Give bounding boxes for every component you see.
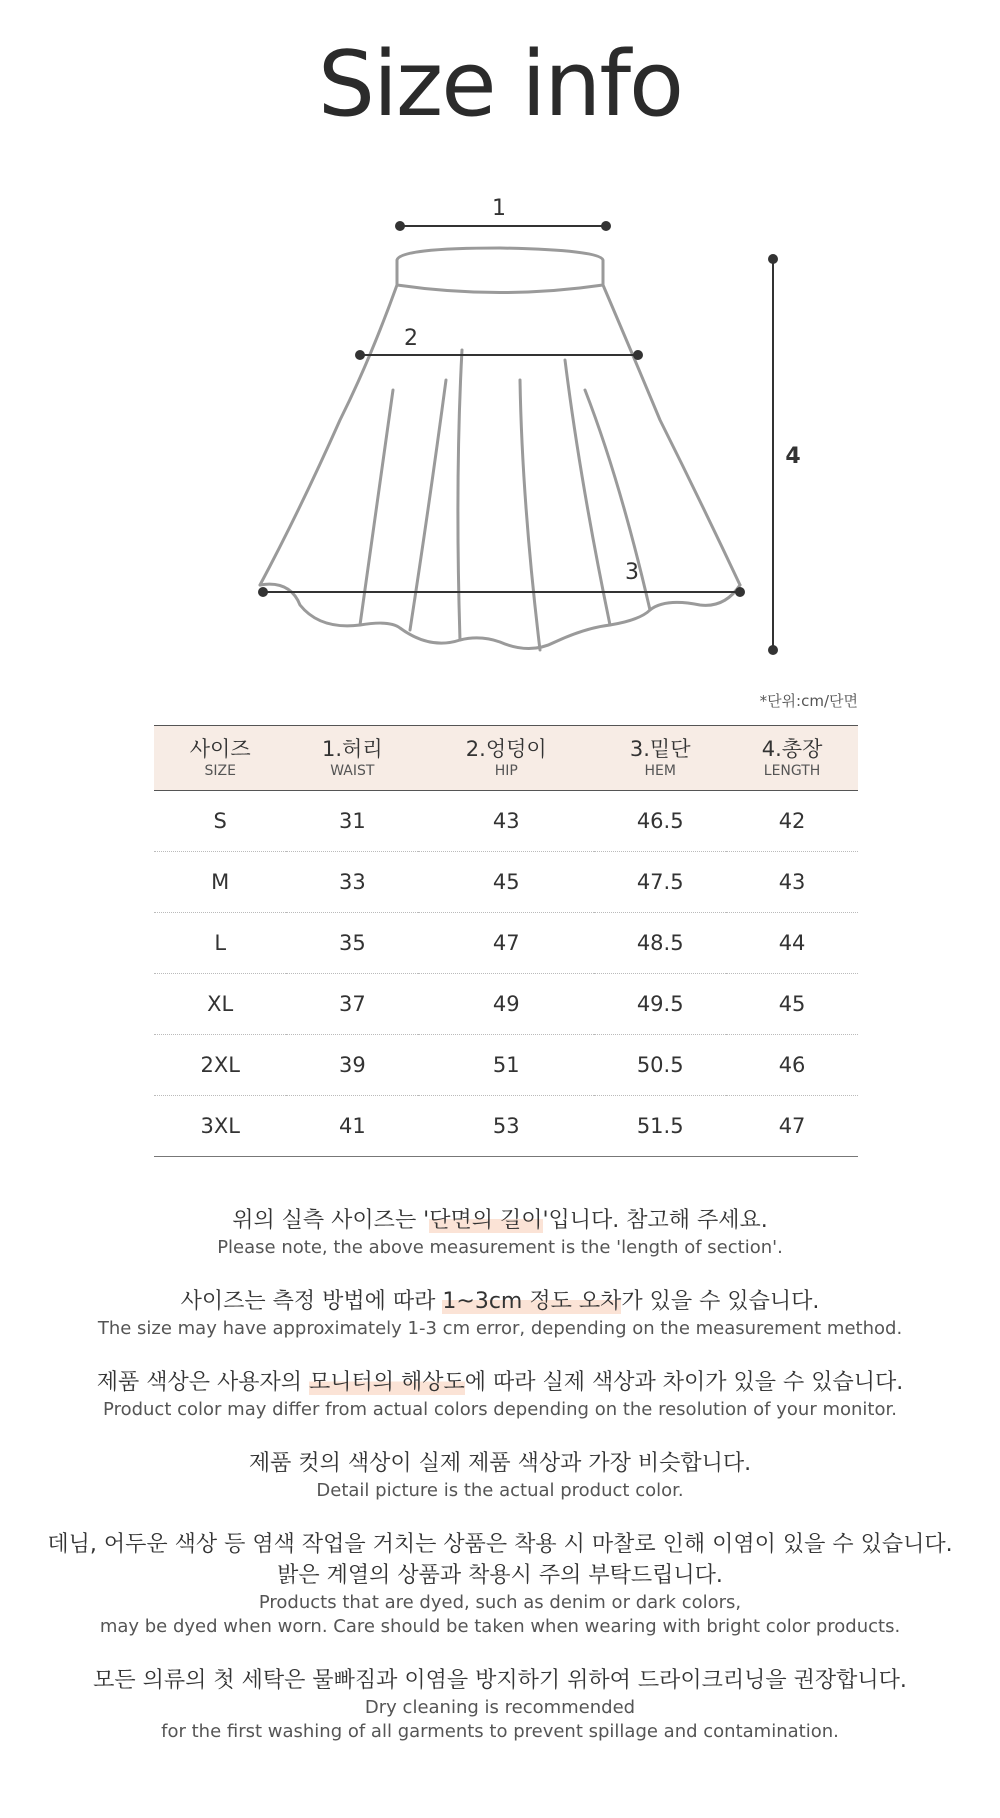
table-cell: 51 [418,1035,594,1096]
table-cell: 33 [286,852,418,913]
table-row [154,913,858,974]
table-cell: 2XL [154,1035,286,1096]
table-cell: 42 [726,791,858,852]
page-title: Size info [317,32,683,137]
table-cell: 47.5 [594,852,726,913]
table-row [154,791,858,852]
diagram-label-1: 1 [492,196,506,221]
table-cell: 47 [418,913,594,974]
diagram-label-3: 3 [625,560,639,585]
table-row [154,1035,858,1096]
note-color: 제품 컷의 색상이 실제 제품 색상과 가장 비슷합니다. Detail picture is the actual product color. [248,1451,752,1501]
table-cell: M [154,852,286,913]
table-cell: 39 [286,1035,418,1096]
table-row [154,852,858,913]
header-length: 4.총장 LENGTH [726,726,858,791]
table-cell: 41 [286,1096,418,1157]
table-cell: 43 [418,791,594,852]
table-cell: 43 [726,852,858,913]
table-cell: 45 [726,974,858,1035]
header-size: 사이즈 SIZE [154,726,286,791]
header-hem: 3.밑단 HEM [594,726,726,791]
table-row [154,1096,858,1157]
table-cell: 44 [726,913,858,974]
diagram-label-4: 4 [785,444,801,469]
table-cell: 37 [286,974,418,1035]
skirt-diagram [0,180,1000,670]
table-cell: 3XL [154,1096,286,1157]
unit-note: *단위:cm/단면 [759,692,858,710]
diagram-label-2: 2 [404,326,418,351]
note-error: 사이즈는 측정 방법에 따라 1~3cm 정도 오차가 있을 수 있습니다. The size may have approximately 1-3 cm error, depending on the measurement method. [97,1289,903,1339]
size-table [154,725,858,1157]
table-cell: L [154,913,286,974]
table-cell: 31 [286,791,418,852]
table-cell: 45 [418,852,594,913]
table-header-row [154,726,858,791]
note-dry-cleaning: 모든 의류의 첫 세탁은 물빠짐과 이염을 방지하기 위하여 드라이크리닝을 권장합니다. Dry cleaning is recommended for the first washing of all garments to prevent spillage and contamination. [93,1668,907,1742]
header-waist: 1.허리 WAIST [286,726,418,791]
table-cell: S [154,791,286,852]
note-dye: 데님, 어두운 색상 등 염색 작업을 거치는 상품은 착용 시 마찰로 인해 이염이 있을 수 있습니다. 밝은 계열의 상품과 착용시 주의 부탁드립니다. Products that are dyed, such as denim or dark colors, may be dyed when worn. Care should be taken when wearing with bright color products. [47,1532,953,1637]
notes-section [0,1205,1000,1770]
table-cell: 50.5 [594,1035,726,1096]
table-cell: 46.5 [594,791,726,852]
table-cell: XL [154,974,286,1035]
note-monitor: 제품 색상은 사용자의 모니터의 해상도에 따라 실제 색상과 차이가 있을 수 있습니다. Product color may differ from actual colors depending on the resolution of your monitor. [96,1370,904,1420]
table-cell: 53 [418,1096,594,1157]
header-hip: 2.엉덩이 HIP [418,726,594,791]
table-cell: 47 [726,1096,858,1157]
note-measurement: 위의 실측 사이즈는 '단면의 길이'입니다. 참고해 주세요. Please note, the above measurement is the 'length of section'. [217,1208,783,1258]
table-cell: 51.5 [594,1096,726,1157]
table-cell: 35 [286,913,418,974]
table-cell: 49 [418,974,594,1035]
table-cell: 49.5 [594,974,726,1035]
table-cell: 48.5 [594,913,726,974]
table-cell: 46 [726,1035,858,1096]
table-row [154,974,858,1035]
